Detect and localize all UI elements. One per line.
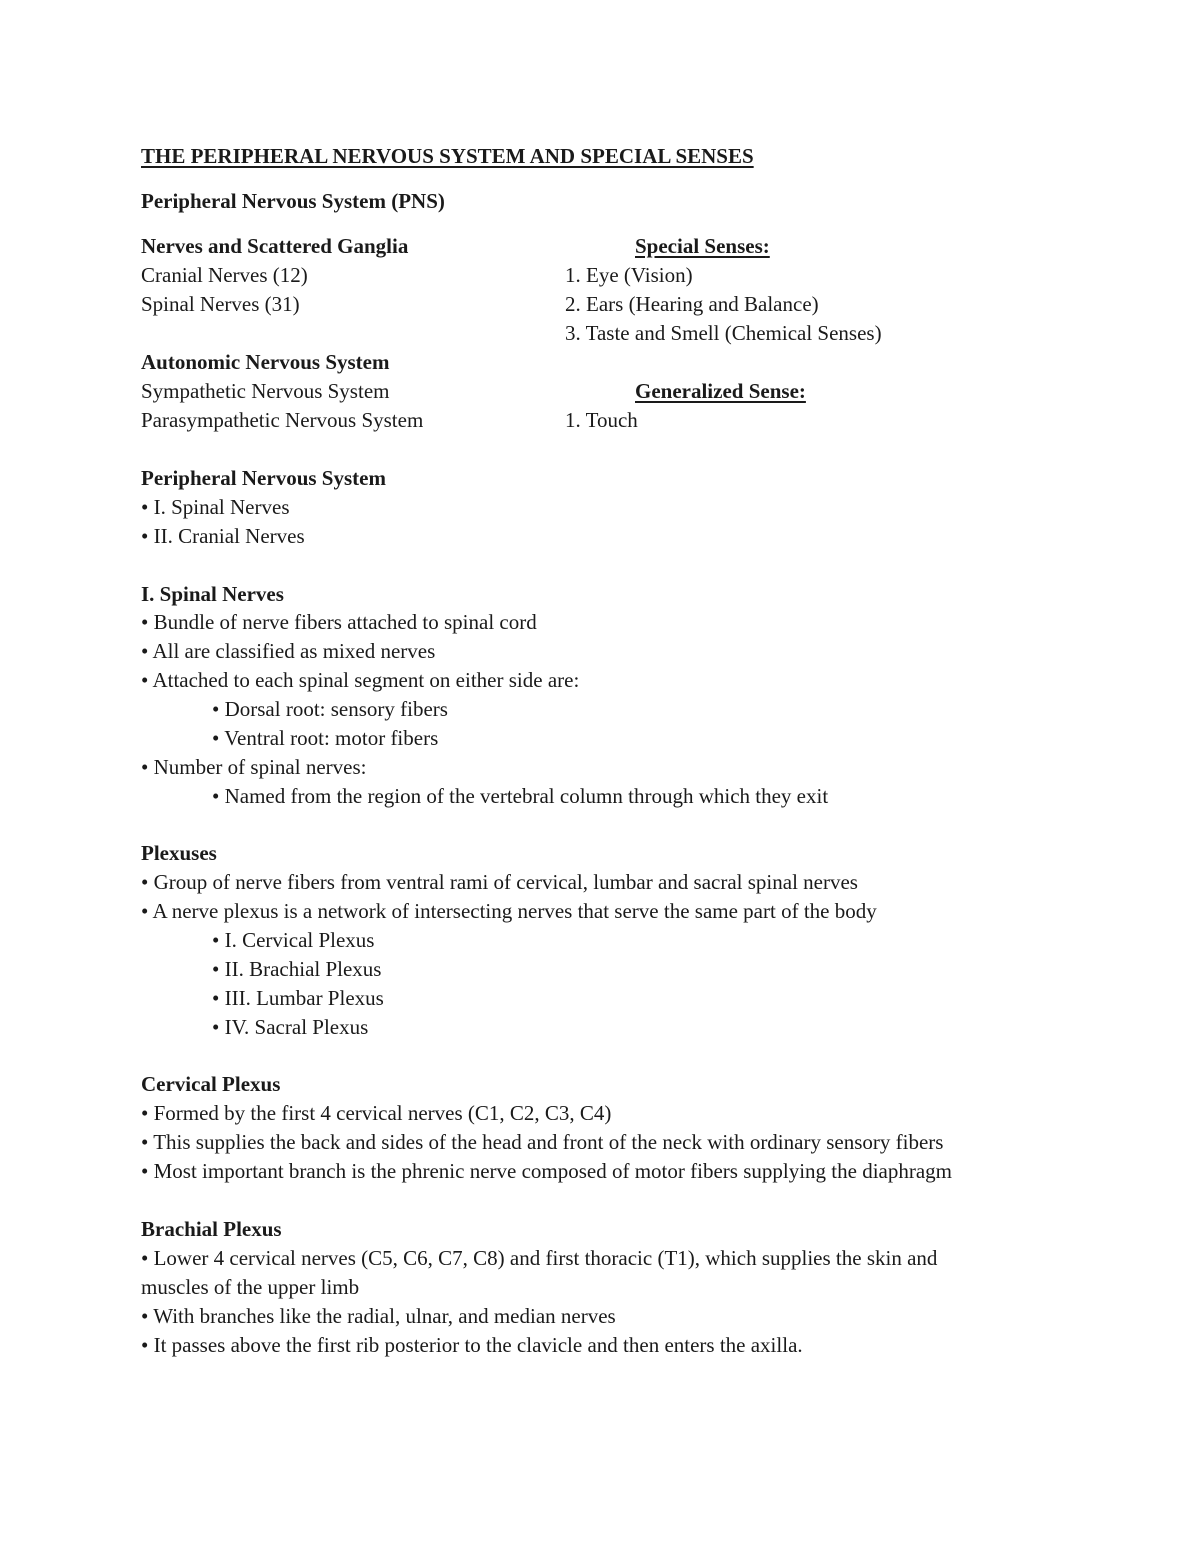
bullet-item: • This supplies the back and sides of the head and front of the neck with ordinary sensory fibers [141, 1130, 944, 1154]
bullet-item: • Number of spinal nerves: [141, 755, 367, 779]
generalized-sense-item: 1. Touch [565, 408, 638, 432]
bullet-item: • Lower 4 cervical nerves (C5, C6, C7, C8) and first thoracic (T1), which supplies the skin and [141, 1246, 938, 1270]
section-heading: Brachial Plexus [141, 1217, 282, 1241]
ans-heading: Autonomic Nervous System [141, 350, 390, 374]
sub-bullet-item: • Named from the region of the vertebral column through which they exit [212, 784, 829, 808]
document-title: THE PERIPHERAL NERVOUS SYSTEM AND SPECIAL SENSES [141, 144, 754, 168]
special-senses-item: 2. Ears (Hearing and Balance) [565, 292, 819, 316]
bullet-item: • Formed by the first 4 cervical nerves (C1, C2, C3, C4) [141, 1101, 612, 1125]
bullet-item: • Bundle of nerve fibers attached to spinal cord [141, 610, 537, 634]
nerves-item: Cranial Nerves (12) [141, 263, 308, 287]
bullet-item: • All are classified as mixed nerves [141, 639, 436, 663]
sub-bullet-item: • II. Brachial Plexus [212, 957, 382, 981]
nerves-item: Spinal Nerves (31) [141, 292, 300, 316]
ans-item: Sympathetic Nervous System [141, 379, 390, 403]
section-heading: Plexuses [141, 841, 217, 865]
ans-item: Parasympathetic Nervous System [141, 408, 424, 432]
nerves-heading: Nerves and Scattered Ganglia [141, 234, 409, 258]
bullet-item: • Attached to each spinal segment on either side are: [141, 668, 580, 692]
bullet-item: • A nerve plexus is a network of intersecting nerves that serve the same part of the body [141, 899, 877, 923]
section-heading: I. Spinal Nerves [141, 582, 284, 606]
section-heading: Cervical Plexus [141, 1072, 281, 1096]
section-heading: Peripheral Nervous System [141, 466, 386, 490]
sub-bullet-item: • I. Cervical Plexus [212, 928, 375, 952]
special-senses-item: 1. Eye (Vision) [565, 263, 693, 287]
generalized-sense-heading: Generalized Sense: [635, 379, 806, 403]
bullet-item: • I. Spinal Nerves [141, 495, 290, 519]
bullet-item: • II. Cranial Nerves [141, 524, 305, 548]
sub-bullet-item: • III. Lumbar Plexus [212, 986, 384, 1010]
bullet-item: • It passes above the first rib posterior to the clavicle and then enters the axilla. [141, 1333, 803, 1357]
sub-bullet-item: • IV. Sacral Plexus [212, 1015, 369, 1039]
bullet-continuation: muscles of the upper limb [141, 1275, 360, 1299]
special-senses-heading: Special Senses: [635, 234, 770, 258]
bullet-item: • Most important branch is the phrenic nerve composed of motor fibers supplying the diaphragm [141, 1159, 953, 1183]
pns-heading: Peripheral Nervous System (PNS) [141, 189, 445, 213]
sub-bullet-item: • Dorsal root: sensory fibers [212, 697, 448, 721]
sub-bullet-item: • Ventral root: motor fibers [212, 726, 439, 750]
bullet-item: • Group of nerve fibers from ventral rami of cervical, lumbar and sacral spinal nerves [141, 870, 858, 894]
bullet-item: • With branches like the radial, ulnar, and median nerves [141, 1304, 616, 1328]
special-senses-item: 3. Taste and Smell (Chemical Senses) [565, 321, 882, 345]
